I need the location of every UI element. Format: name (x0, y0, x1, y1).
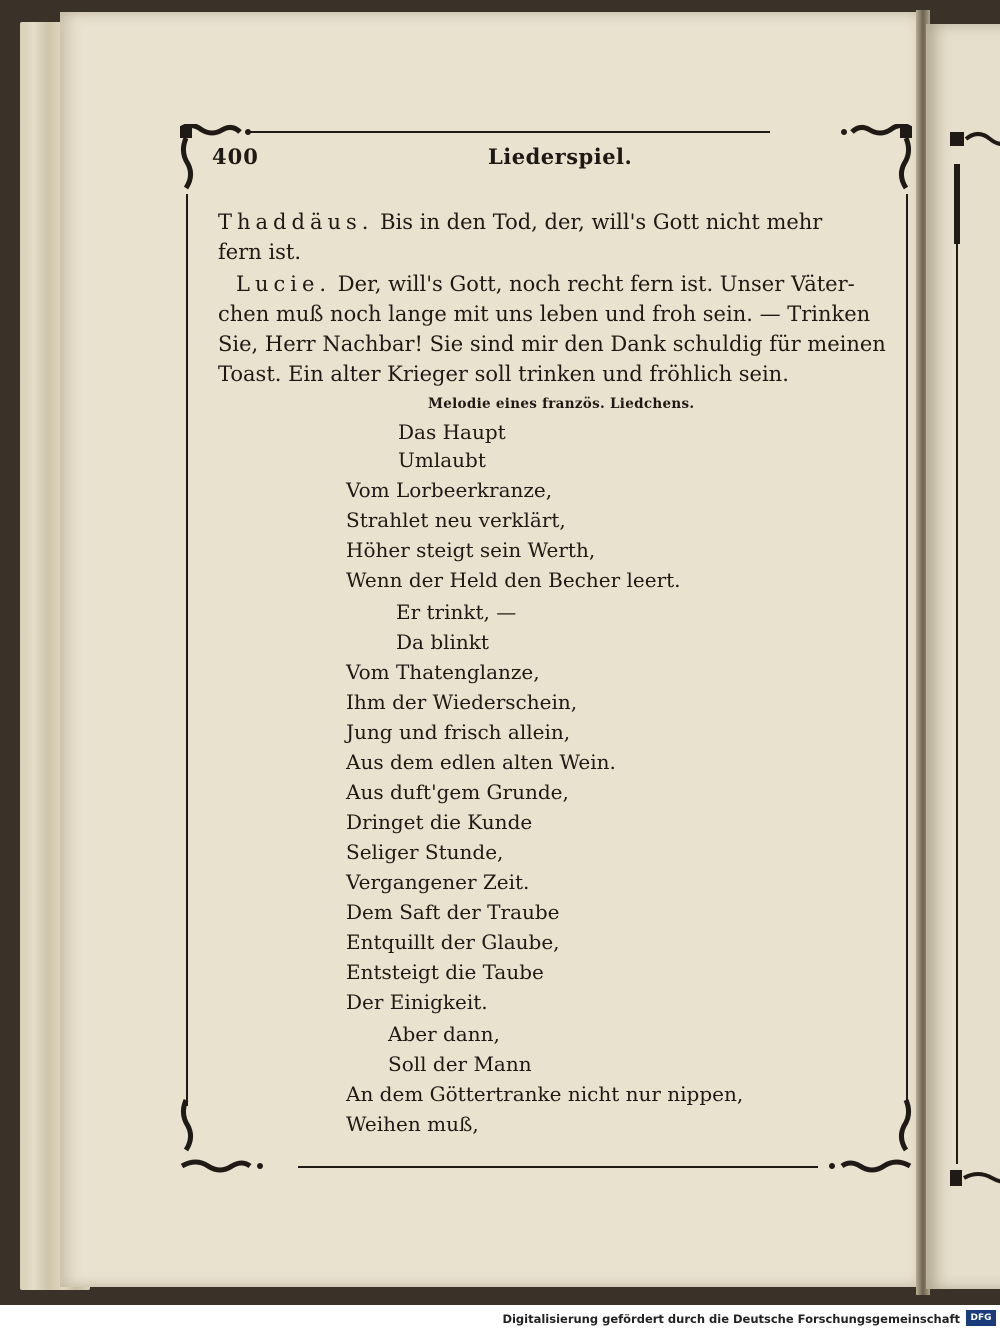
page-header (212, 140, 878, 176)
verse-line: Ihm der Wiederschein, (346, 690, 578, 714)
facing-page-ornament-icon (948, 124, 1000, 164)
frame-bottom-rule (298, 1166, 818, 1168)
verse-line: Aus duft'gem Grunde, (346, 780, 569, 804)
dialogue-line: fern ist. (218, 240, 302, 264)
verse-line: An dem Göttertranke nicht nur nippen, (346, 1082, 744, 1106)
verse-line: Entsteigt die Taube (346, 960, 544, 984)
verse-line: Soll der Mann (388, 1052, 532, 1076)
verse-line: Wenn der Held den Becher leert. (346, 568, 681, 592)
verse-line: Höher steigt sein Werth, (346, 538, 596, 562)
corner-ornament-bottom-left-icon (178, 1096, 268, 1176)
frame-right-rule (906, 194, 908, 1106)
verse-line: Da blinkt (396, 630, 489, 654)
verse-line: Entquillt der Glaube, (346, 930, 560, 954)
verse-line: Vom Thatenglanze, (346, 660, 540, 684)
verse-line: Der Einigkeit. (346, 990, 488, 1014)
verse-line: Er trinkt, — (396, 600, 517, 624)
dialogue-line: Sie, Herr Nachbar! Sie sind mir den Dank schuldig für meinen (218, 332, 886, 356)
dialogue-line (218, 208, 822, 237)
dialogue-line: Toast. Ein alter Krieger soll trinken und fröhlich sein. (218, 362, 789, 386)
verse-line: Das Haupt (398, 420, 506, 444)
facing-page-bottom-ornament-icon (948, 1162, 1000, 1202)
verse-line: Jung und frisch allein, (346, 720, 571, 744)
funding-credit: Digitalisierung gefördert durch die Deutsche Forschungsgemeinschaft (502, 1312, 960, 1326)
verse-line: Seliger Stunde, (346, 840, 504, 864)
verse-line: Strahlet neu verklärt, (346, 508, 566, 532)
verse-line: Vergangener Zeit. (346, 870, 530, 894)
page-number: 400 (212, 144, 259, 169)
dialogue-text: Bis in den Tod, der, will's Gott nicht mehr (380, 210, 823, 234)
verse-line: Dem Saft der Traube (346, 900, 560, 924)
frame-left-rule (186, 194, 188, 1106)
frame-top-rule (250, 131, 770, 133)
facing-page-border-icon (948, 164, 968, 1164)
verse-line: Vom Lorbeerkranze, (346, 478, 553, 502)
running-title: Liederspiel. (488, 144, 633, 169)
verse-line: Weihen muß, (346, 1112, 479, 1136)
melody-note: Melodie eines französ. Liedchens. (428, 396, 695, 412)
dialogue-line: chen muß noch lange mit uns leben und froh sein. — Trinken (218, 302, 871, 326)
verse-line: Dringet die Kunde (346, 810, 533, 834)
facing-page-edge (926, 24, 1000, 1289)
speaker-name: Thaddäus. (218, 210, 374, 234)
speaker-name: Lucie. (236, 272, 332, 296)
dfg-logo: DFG (966, 1310, 996, 1326)
verse-line: Aber dann, (388, 1022, 500, 1046)
verse-line: Aus dem edlen alten Wein. (346, 750, 616, 774)
verse-line: Umlaubt (398, 448, 486, 472)
dialogue-text: Der, will's Gott, noch recht fern ist. Unser Väter- (337, 272, 855, 296)
dialogue-line (236, 270, 855, 299)
corner-ornament-bottom-right-icon (824, 1096, 914, 1176)
